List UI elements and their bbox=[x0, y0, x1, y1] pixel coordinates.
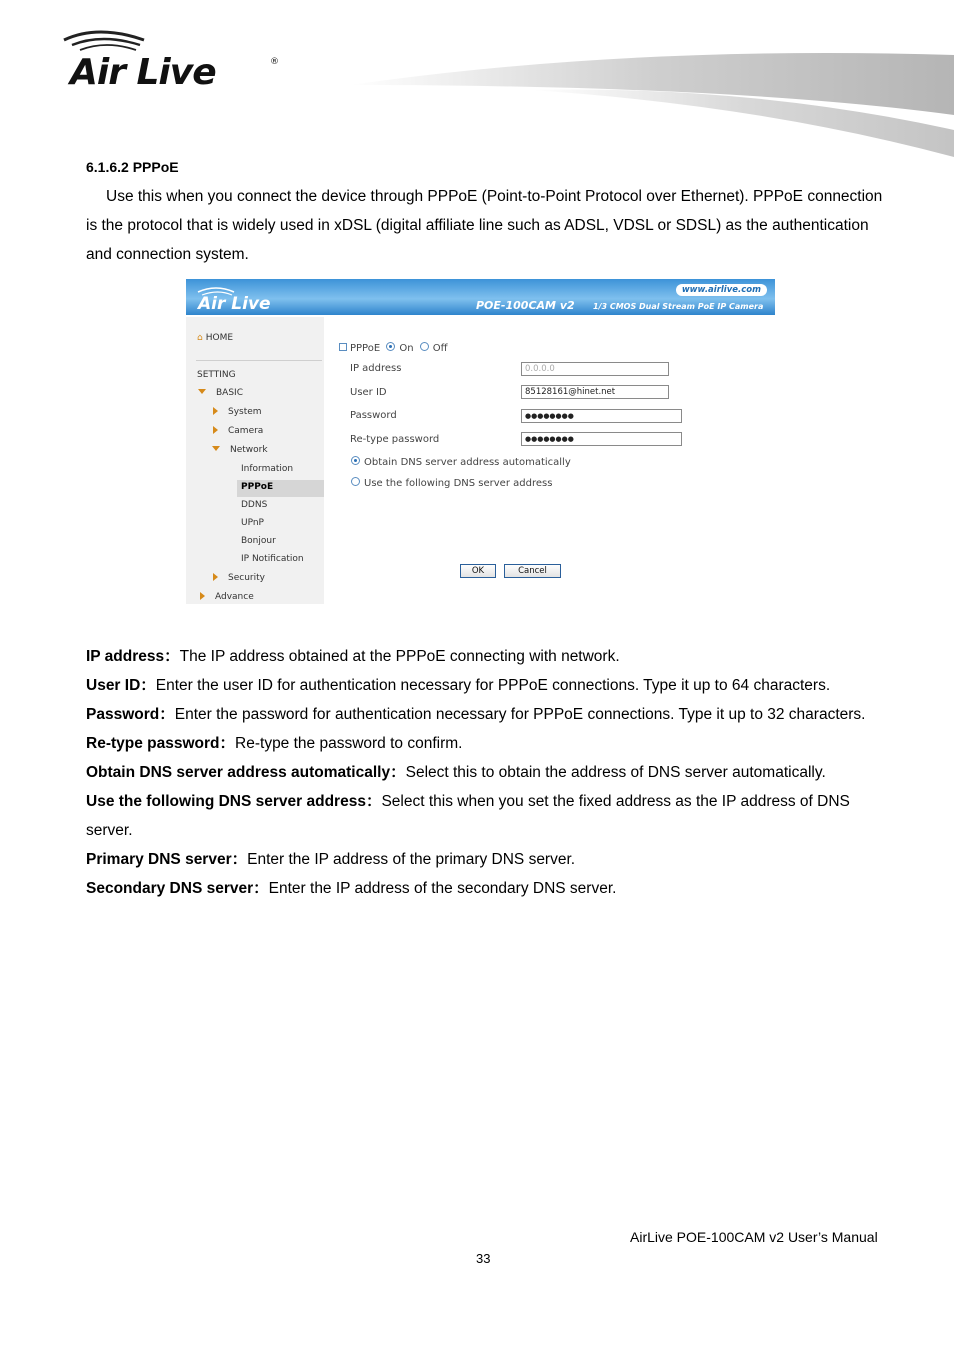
page-number: 33 bbox=[476, 1251, 491, 1266]
website-link[interactable]: www.airlive.com bbox=[676, 284, 767, 296]
pppoe-off-radio[interactable] bbox=[420, 342, 429, 351]
field-definitions bbox=[86, 642, 896, 903]
definition-item: Password：Enter the password for authentication necessary for PPPoE connections. Type it up to 32 characters. bbox=[86, 706, 866, 723]
ip-address-field[interactable]: 0.0.0.0 bbox=[521, 362, 669, 376]
definition-item: IP address：The IP address obtained at the PPPoE connecting with network. bbox=[86, 648, 620, 665]
model-name: POE-100CAM v2 bbox=[476, 299, 575, 312]
sidebar-item-camera[interactable]: Camera bbox=[213, 426, 263, 436]
manual-title: AirLive POE-100CAM v2 User’s Manual bbox=[630, 1229, 878, 1245]
section-heading: 6.1.6.2 PPPoE bbox=[86, 159, 179, 175]
sidebar-item-ip-notification[interactable]: IP Notification bbox=[241, 554, 304, 564]
sidebar-divider bbox=[196, 360, 322, 361]
retype-password-field[interactable]: ●●●●●●●● bbox=[521, 432, 682, 446]
svg-text:Air Live: Air Live bbox=[198, 294, 271, 313]
password-label: Password bbox=[350, 410, 397, 421]
collapsed-arrow-icon bbox=[213, 426, 218, 434]
dns-auto-option[interactable]: Obtain DNS server address automatically bbox=[348, 456, 571, 468]
settings-sidebar bbox=[186, 317, 324, 604]
user-id-label: User ID bbox=[350, 387, 387, 398]
intro-paragraph: Use this when you connect the device through PPPoE (Point-to-Point Protocol over Ethernet). PPPoE connection is the protocol that is widely used in xDSL (digital affiliate line such as ADSL, VDSL or SDSL) as the authentication and connection system. bbox=[86, 188, 883, 263]
password-field[interactable]: ●●●●●●●● bbox=[521, 409, 682, 423]
svg-text:®: ® bbox=[270, 57, 279, 67]
sidebar-item-bonjour[interactable]: Bonjour bbox=[241, 536, 276, 546]
ip-address-label: IP address bbox=[350, 363, 402, 374]
cancel-button[interactable]: Cancel bbox=[504, 564, 561, 578]
pppoe-checkbox[interactable] bbox=[339, 343, 347, 351]
definition-item: User ID：Enter the user ID for authentication necessary for PPPoE connections. Type it up to 64 characters. bbox=[86, 677, 831, 694]
ok-button[interactable]: OK bbox=[460, 564, 496, 578]
definition-item: Re-type password：Re-type the password to confirm. bbox=[86, 735, 463, 752]
airlive-logo bbox=[58, 26, 288, 92]
sidebar-heading-setting: SETTING bbox=[197, 370, 236, 380]
header-swoosh bbox=[330, 45, 954, 165]
definition-item: Secondary DNS server：Enter the IP address of the secondary DNS server. bbox=[86, 880, 617, 897]
home-icon: ⌂ bbox=[197, 333, 203, 343]
collapsed-arrow-icon bbox=[213, 573, 218, 581]
collapsed-arrow-icon bbox=[200, 592, 205, 600]
definition-item: Obtain DNS server address automatically：Select this to obtain the address of DNS server automatically. bbox=[86, 764, 826, 781]
collapsed-arrow-icon bbox=[213, 407, 218, 415]
off-label: Off bbox=[432, 343, 448, 354]
sidebar-item-pppoe[interactable]: PPPoE bbox=[241, 482, 274, 492]
pppoe-on-radio[interactable] bbox=[386, 342, 395, 351]
sidebar-item-advance[interactable]: Advance bbox=[200, 592, 254, 602]
sidebar-item-basic[interactable]: BASIC bbox=[198, 388, 243, 398]
dns-auto-radio[interactable] bbox=[351, 456, 360, 465]
user-id-field[interactable]: 85128161@hinet.net bbox=[521, 385, 669, 399]
dns-manual-radio[interactable] bbox=[351, 477, 360, 486]
sidebar-item-information[interactable]: Information bbox=[241, 464, 294, 474]
camera-ui-header bbox=[186, 279, 775, 315]
pppoe-toggle-row bbox=[339, 342, 448, 354]
sidebar-item-network[interactable]: Network bbox=[212, 445, 268, 455]
definition-item: Primary DNS server：Enter the IP address of the primary DNS server. bbox=[86, 851, 576, 868]
camera-ui-logo bbox=[194, 283, 304, 313]
pppoe-label: PPPoE bbox=[350, 343, 381, 354]
dns-manual-option[interactable]: Use the following DNS server address bbox=[348, 477, 552, 489]
sidebar-item-home[interactable]: ⌂ HOME bbox=[197, 333, 234, 343]
on-label: On bbox=[399, 343, 414, 354]
definition-item: Use the following DNS server address：Select this when you set the fixed address as the IP address of DNS server. bbox=[86, 793, 850, 839]
sidebar-item-security[interactable]: Security bbox=[213, 573, 265, 583]
sidebar-item-system[interactable]: System bbox=[213, 407, 262, 417]
camera-settings-screenshot bbox=[186, 279, 775, 604]
sidebar-item-upnp[interactable]: UPnP bbox=[241, 518, 264, 528]
expanded-arrow-icon bbox=[198, 389, 206, 394]
retype-password-label: Re-type password bbox=[350, 434, 440, 445]
model-description: 1/3 CMOS Dual Stream PoE IP Camera bbox=[593, 302, 764, 311]
sidebar-item-ddns[interactable]: DDNS bbox=[241, 500, 268, 510]
expanded-arrow-icon bbox=[212, 446, 220, 451]
svg-text:Air Live: Air Live bbox=[70, 52, 216, 92]
